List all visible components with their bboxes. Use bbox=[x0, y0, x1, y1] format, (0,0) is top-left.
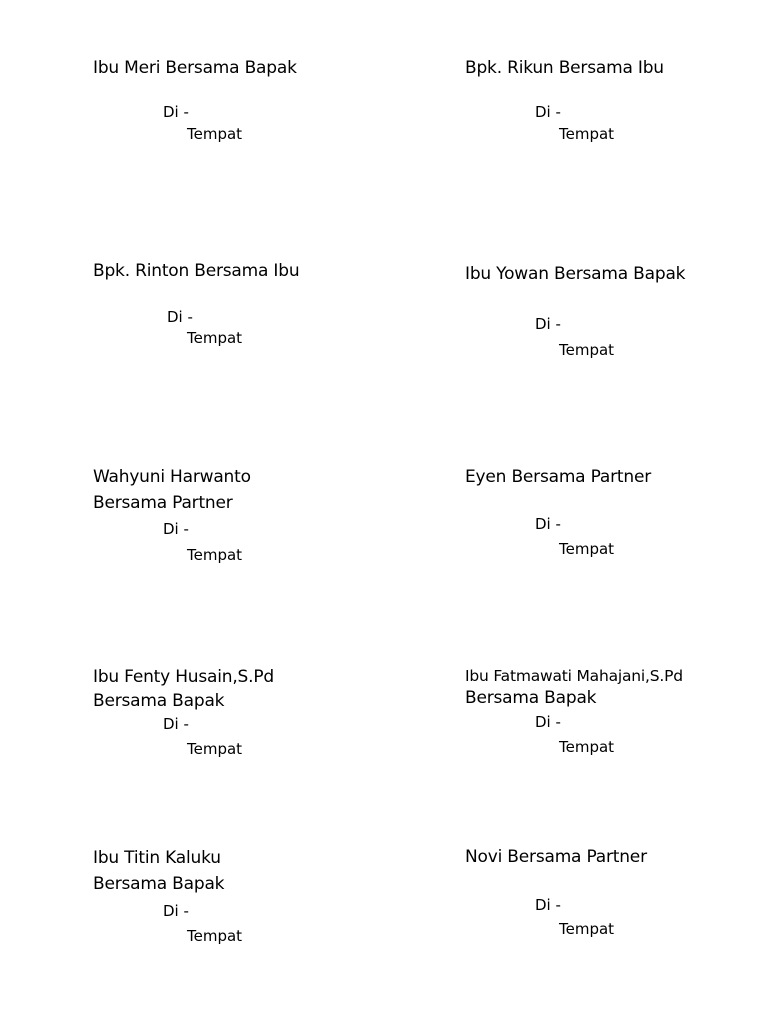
recipient-name bbox=[93, 665, 274, 713]
di-text: Di - bbox=[535, 713, 561, 731]
tempat-text: Tempat bbox=[559, 540, 615, 558]
recipient-name-line: Ibu Titin Kaluku bbox=[93, 848, 221, 868]
address-label bbox=[93, 845, 393, 995]
recipient-name-line: Ibu Yowan Bersama Bapak bbox=[465, 264, 686, 284]
recipient-name-line: Bpk. Rinton Bersama Ibu bbox=[93, 261, 300, 281]
recipient-name-line: Ibu Fatmawati Mahajani,S.Pd bbox=[465, 667, 683, 685]
recipient-name-line: Novi Bersama Partner bbox=[465, 847, 647, 867]
recipient-name-line: Bpk. Rikun Bersama Ibu bbox=[465, 58, 664, 78]
tempat-text: Tempat bbox=[187, 546, 243, 564]
address-label bbox=[93, 464, 393, 614]
tempat-text: Tempat bbox=[187, 125, 243, 143]
recipient-name-line: Ibu Meri Bersama Bapak bbox=[93, 58, 297, 78]
address-label bbox=[465, 844, 765, 994]
recipient-name-line: Bersama Bapak bbox=[465, 688, 597, 708]
recipient-name bbox=[465, 665, 683, 709]
tempat-text: Tempat bbox=[559, 920, 615, 938]
recipient-name-line: Bersama Bapak bbox=[93, 874, 225, 894]
recipient-name-line: Eyen Bersama Partner bbox=[465, 467, 651, 487]
address-label bbox=[93, 258, 393, 408]
tempat-text: Tempat bbox=[559, 738, 615, 756]
di-text: Di - bbox=[163, 902, 189, 920]
recipient-name-line: Bersama Partner bbox=[93, 493, 233, 513]
recipient-name bbox=[465, 464, 651, 490]
tempat-text: Tempat bbox=[559, 341, 615, 359]
di-text: Di - bbox=[535, 315, 561, 333]
di-text: Di - bbox=[535, 515, 561, 533]
di-text: Di - bbox=[163, 520, 189, 538]
recipient-name bbox=[93, 845, 224, 897]
di-text: Di - bbox=[163, 715, 189, 733]
recipient-name bbox=[465, 261, 685, 287]
di-text: Di - bbox=[167, 308, 193, 326]
recipient-name bbox=[93, 464, 251, 516]
di-text: Di - bbox=[535, 103, 561, 121]
tempat-text: Tempat bbox=[559, 125, 615, 143]
address-label bbox=[465, 261, 765, 411]
recipient-name-line: Bersama Bapak bbox=[93, 691, 225, 711]
tempat-text: Tempat bbox=[187, 740, 243, 758]
recipient-name-line: Wahyuni Harwanto bbox=[93, 467, 251, 487]
recipient-name bbox=[93, 55, 297, 81]
tempat-text: Tempat bbox=[187, 329, 243, 347]
address-label bbox=[93, 665, 393, 815]
recipient-name bbox=[93, 258, 299, 284]
address-label bbox=[93, 55, 393, 205]
tempat-text: Tempat bbox=[187, 927, 243, 945]
recipient-name bbox=[465, 844, 647, 870]
recipient-name-line: Ibu Fenty Husain,S.Pd bbox=[93, 667, 274, 687]
address-label bbox=[465, 464, 765, 614]
address-label bbox=[465, 665, 765, 815]
di-text: Di - bbox=[535, 896, 561, 914]
di-text: Di - bbox=[163, 103, 189, 121]
address-label bbox=[465, 55, 765, 205]
recipient-name bbox=[465, 55, 664, 81]
